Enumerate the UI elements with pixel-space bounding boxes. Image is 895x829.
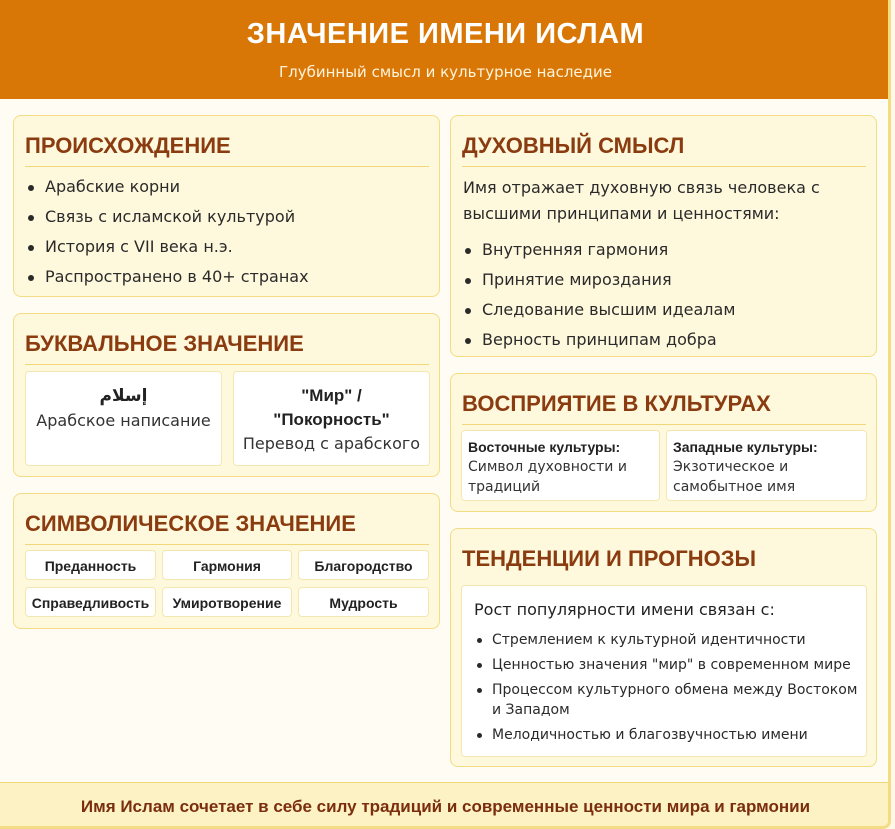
list-item: Принятие мироздания — [463, 265, 876, 295]
translation-caption: Перевод с арабского — [242, 434, 421, 453]
list-item: Ценностью значения "мир" в современном мире — [474, 655, 866, 675]
trends-card — [450, 528, 877, 767]
spiritual-card — [450, 115, 877, 357]
list-item: Внутренняя гармония — [463, 235, 876, 265]
origin-list — [26, 172, 439, 292]
list-item: Мелодичностью и благозвучностью имени — [474, 725, 866, 745]
list-item: История с VII века н.э. — [26, 232, 439, 262]
west-culture-box — [666, 430, 867, 501]
literal-card — [13, 313, 440, 477]
trends-title: ТЕНДЕНЦИИ И ПРОГНОЗЫ — [462, 546, 757, 571]
symbol-chip: Гармония — [162, 550, 292, 580]
list-item: Арабские корни — [26, 172, 439, 202]
spiritual-title: ДУХОВНЫЙ СМЫСЛ — [462, 133, 866, 167]
symbol-chip: Справедливость — [25, 587, 156, 617]
translation-box — [233, 371, 430, 466]
list-item: Стремлением к культурной идентичности — [474, 630, 866, 650]
west-culture-text: Экзотическое и самобытное имя — [673, 459, 796, 495]
translation-line2: "Покорность" — [273, 410, 390, 429]
translation-line1: "Мир" / — [301, 386, 362, 405]
symbol-chip: Умиротворение — [162, 587, 292, 617]
arabic-caption: Арабское написание — [36, 411, 211, 430]
list-item: Распространено в 40+ странах — [26, 262, 439, 292]
symbolic-card — [13, 493, 440, 629]
list-item: Связь с исламской культурой — [26, 202, 439, 232]
spiritual-intro: Имя отражает духовную связь человека с высшими принципами и ценностями: — [463, 178, 820, 223]
page-subtitle: Глубинный смысл и культурное наследие — [278, 63, 612, 81]
literal-title: БУКВАЛЬНОЕ ЗНАЧЕНИЕ — [25, 331, 429, 365]
east-culture-text: Символ духовности и традиций — [468, 459, 627, 495]
footer-text: Имя Ислам сочетает в себе силу традиций и современные ценности мира и гармонии — [80, 797, 811, 816]
trends-intro: Рост популярности имени связан с: — [474, 600, 775, 619]
origin-card — [13, 115, 440, 297]
list-item: Следование высшим идеалам — [463, 295, 876, 325]
trends-list — [474, 630, 866, 745]
cultures-title: ВОСПРИЯТИЕ В КУЛЬТУРАХ — [462, 391, 866, 425]
symbol-chip: Преданность — [25, 550, 156, 580]
arabic-box — [25, 371, 222, 466]
page-title: ЗНАЧЕНИЕ ИМЕНИ ИСЛАМ — [246, 18, 645, 50]
list-item: Процессом культурного обмена между Востоком и Западом — [474, 680, 866, 720]
header-banner — [0, 0, 891, 99]
origin-title: ПРОИСХОЖДЕНИЕ — [25, 133, 429, 167]
arabic-text: إسلام — [99, 386, 148, 406]
cultures-card — [450, 373, 877, 512]
trends-box — [461, 585, 867, 757]
footer-banner — [0, 782, 891, 829]
east-culture-box — [461, 430, 660, 501]
east-culture-label: Восточные культуры: — [468, 439, 621, 455]
symbol-chip: Мудрость — [298, 587, 429, 617]
symbolic-title: СИМВОЛИЧЕСКОЕ ЗНАЧЕНИЕ — [25, 511, 429, 545]
list-item: Верность принципам добра — [463, 325, 876, 355]
spiritual-list — [463, 235, 876, 355]
west-culture-label: Западные культуры: — [673, 439, 818, 455]
symbol-chip: Благородство — [298, 550, 429, 580]
